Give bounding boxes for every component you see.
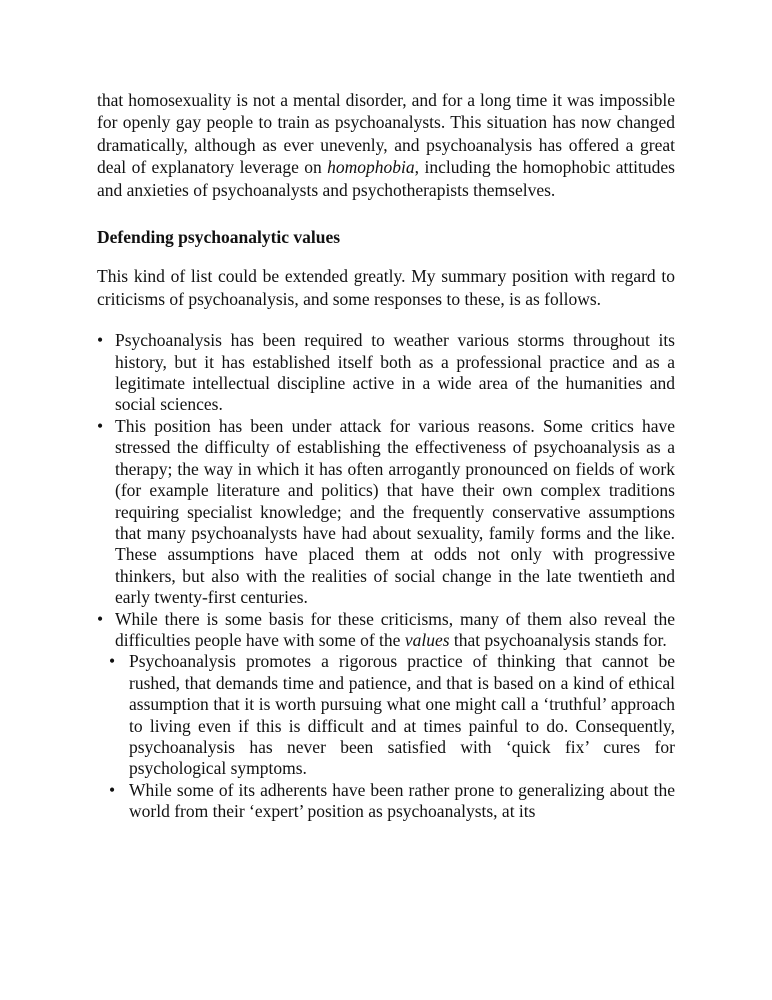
bullet-text: Psychoanalysis has been required to weather various storms throughout its history, but it has established itself both as a professional practice and as a legitimate intellectual discipline active in a wide area of the humanities and social sciences. <box>115 330 675 415</box>
bullet-text-after: that psychoanalysis stands for. <box>449 629 667 650</box>
bullet-item <box>97 330 675 416</box>
section-paragraph: This kind of list could be extended greatly. My summary position with regard to criticisms of psychoanalysis, and some responses to these, is as follows. <box>97 266 675 309</box>
intro-paragraph <box>97 89 675 201</box>
intro-emphasis: homophobia <box>327 157 415 178</box>
sub-bullet-text: Psychoanalysis promotes a rigorous practice of thinking that cannot be rushed, that demands time and patience, and that is based on a kind of ethical assumption that it is worth pursuing what one might call a ‘truthful’ approach to living even if this is difficult and at times painful to do. Consequently, psychoanalysis has never been satisfied with ‘quick fix’ cures for psychological symptoms. <box>129 651 675 779</box>
bullet-emphasis: values <box>404 629 450 650</box>
bullet-text: This position has been under attack for various reasons. Some critics have stressed the difficulty of establishing the effectiveness of psychoanalysis as a therapy; the way in which it has often arrogantly pronounced on fields of work (for example literature and politics) that have their own complex traditions requiring specialist knowledge; and the frequently conservative assumptions that many psychoanalysts have had about sexuality, family forms and the like. These assumptions have placed them at odds not only with progressive thinkers, but also with the realities of social change in the late twentieth and early twenty-first centuries. <box>115 415 675 608</box>
section-heading: Defending psychoanalytic values <box>97 227 341 248</box>
bullet-item <box>97 416 675 609</box>
bullet-marker: • <box>97 330 104 351</box>
bullet-marker: • <box>97 415 104 436</box>
sub-bullet-marker: • <box>109 651 116 672</box>
sub-bullet-text: While some of its adherents have been rather prone to generalizing about the world from their ‘expert’ position as psychoanalysts, at its <box>129 779 675 822</box>
intro-text-after: , including the homophobic attitudes and anxieties of psychoanalysts and psychotherapists themselves. <box>97 157 675 200</box>
bullet-item <box>97 609 675 652</box>
sub-bullet-item <box>97 651 675 779</box>
intro-text-before: that homosexuality is not a mental disorder, and for a long time it was impossible for openly gay people to train as psychoanalysts. This situation has now changed dramatically, although as ever unevenly, and psychoanalysis has offered a great deal of explanatory leverage on <box>97 90 675 178</box>
bullet-list <box>97 330 675 822</box>
sub-bullet-marker: • <box>109 779 116 800</box>
sub-bullet-item <box>97 780 675 823</box>
bullet-marker: • <box>97 608 104 629</box>
bullet-text-before: While there is some basis for these criticisms, many of them also reveal the difficulties people have with some of the <box>115 608 675 650</box>
